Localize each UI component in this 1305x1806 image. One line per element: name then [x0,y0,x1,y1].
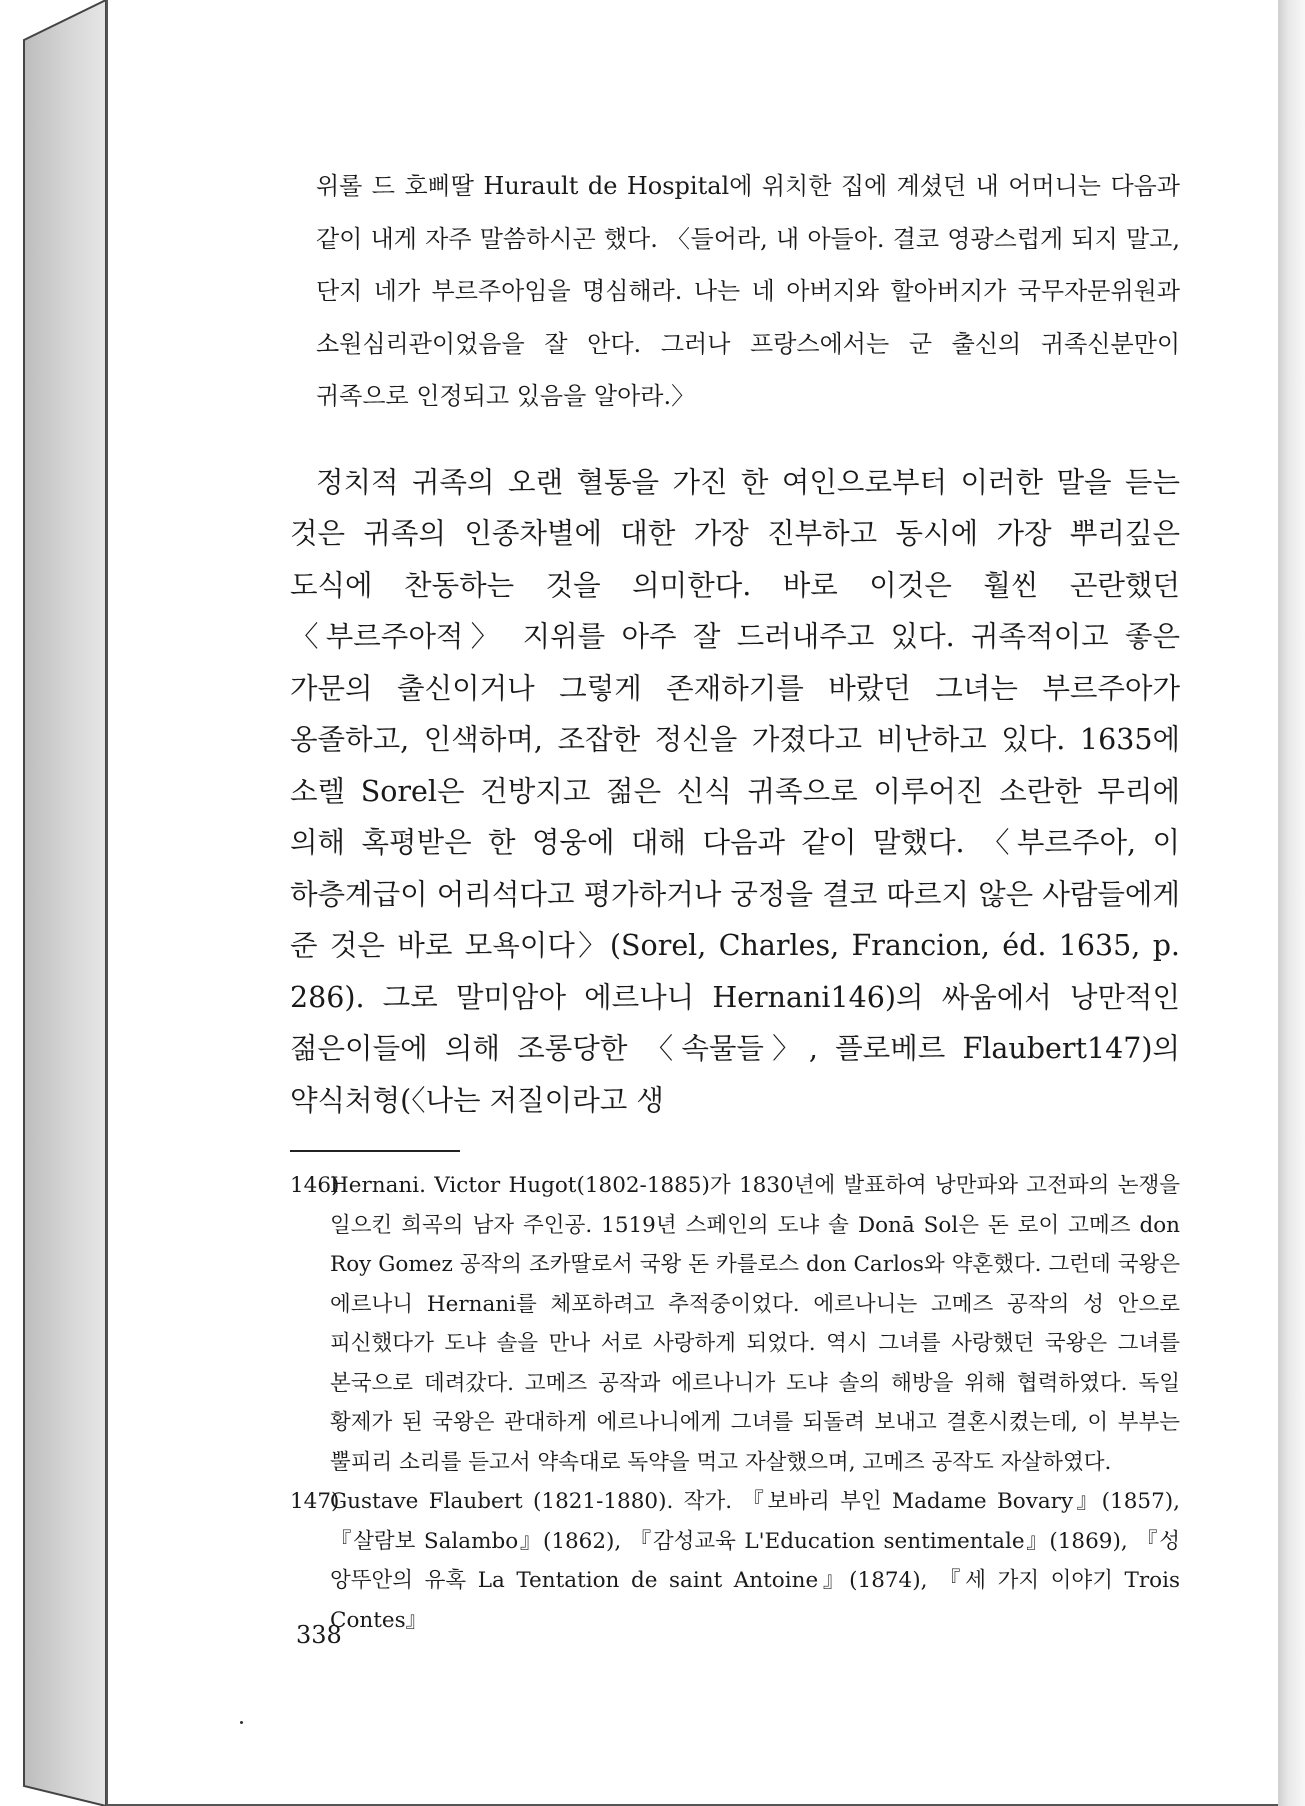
footnotes [290,1166,1180,1640]
page-content [290,160,1180,1640]
book-spine-shadow [0,0,110,1806]
footnote-text: Hernani. Victor Hugot(1802-1885)가 1830년에 발표하여 낭만파와 고전파의 논쟁을 일으킨 희곡의 남자 주인공. 1519년 스페인의 도냐 솔 Donā Sol은 돈 로이 고메즈 don Roy Gomez 공작의 조카딸로서 국왕 돈 카를로스 don Carlos와 약혼했다. 그런데 국왕은 에르나니 Hernani를 체포하려고 추적중이었다. 에르나니는 고메즈 공작의 성 안으로 피신했다가 도냐 솔을 만나 서로 사랑하게 되었다. 역시 그녀를 사랑했던 국왕은 그녀를 본국으로 데려갔다. 고메즈 공작과 에르나니가 도냐 솔의 해방을 위해 협력하였다. 독일 황제가 된 국왕은 관대하게 에르나니에게 그녀를 되돌려 보내고 결혼시켰는데, 이 부부는 뿔피리 소리를 듣고서 약속대로 독약을 먹고 자살했으며, 고메즈 공작도 자살하였다. [330,1173,1180,1475]
body-paragraph: 정치적 귀족의 오랜 혈통을 가진 한 여인으로부터 이러한 말을 듣는 것은 귀족의 인종차별에 대한 가장 진부하고 동시에 가장 뿌리깊은 도식에 찬동하는 것을 의미한다. 바로 이것은 훨씬 곤란했던 〈부르주아적〉 지위를 아주 잘 드러내주고 있다. 귀족적이고 좋은 가문의 출신이거나 그렇게 존재하기를 바랐던 그녀는 부르주아가 옹졸하고, 인색하며, 조잡한 정신을 가졌다고 비난하고 있다. 1635에 소렐 Sorel은 건방지고 젊은 신식 귀족으로 이루어진 소란한 무리에 의해 혹평받은 한 영웅에 대해 다음과 같이 말했다. 〈부르주아, 이 하층계급이 어리석다고 평가하거나 궁정을 결코 따르지 않은 사람들에게 준 것은 바로 모욕이다〉(Sorel, Charles, Francion, éd. 1635, p. 286). 그로 말미암아 에르나니 Hernani146)의 싸움에서 낭만적인 젊은이들에 의해 조롱당한 〈속물들〉, 플로베르 Flaubert147)의 약식처형(〈나는 저질이라고 생 [290,465,1180,1117]
footnote-146 [290,1166,1180,1482]
footnote-147 [290,1482,1180,1640]
body-text [290,457,1180,1127]
page-edge-shadow [1278,0,1305,1806]
footnote-number: 147) [290,1489,340,1514]
page-number: 338 [296,1621,342,1649]
scan-speck [240,1721,243,1724]
footnote-number: 146) [290,1173,340,1198]
footnote-text: Gustave Flaubert (1821-1880). 작가. 『보바리 부인 Madame Bovary』(1857), 『살람보 Salambo』(1862), 『감성교육 L'Education sentimentale』(1869), 『성 앙뚜안의 유혹 La Tentation de saint Antoine』(1874), 『세 가지 이야기 Trois Contes』 [330,1489,1180,1633]
quote-text: 위롤 드 호삐딸 Hurault de Hospital에 위치한 집에 계셨던 내 어머니는 다음과 같이 내게 자주 말씀하시곤 했다. 〈들어라, 내 아들아. 결코 영광스럽게 되지 말고, 단지 네가 부르주아임을 명심해라. 나는 네 아버지와 할아버지가 국무자문위원과 소원심리관이었음을 잘 안다. 그러나 프랑스에서는 군 출신의 귀족신분만이 귀족으로 인정되고 있음을 알아라.〉 [316,172,1180,410]
block-quote [290,160,1180,423]
footnote-divider [290,1150,460,1152]
